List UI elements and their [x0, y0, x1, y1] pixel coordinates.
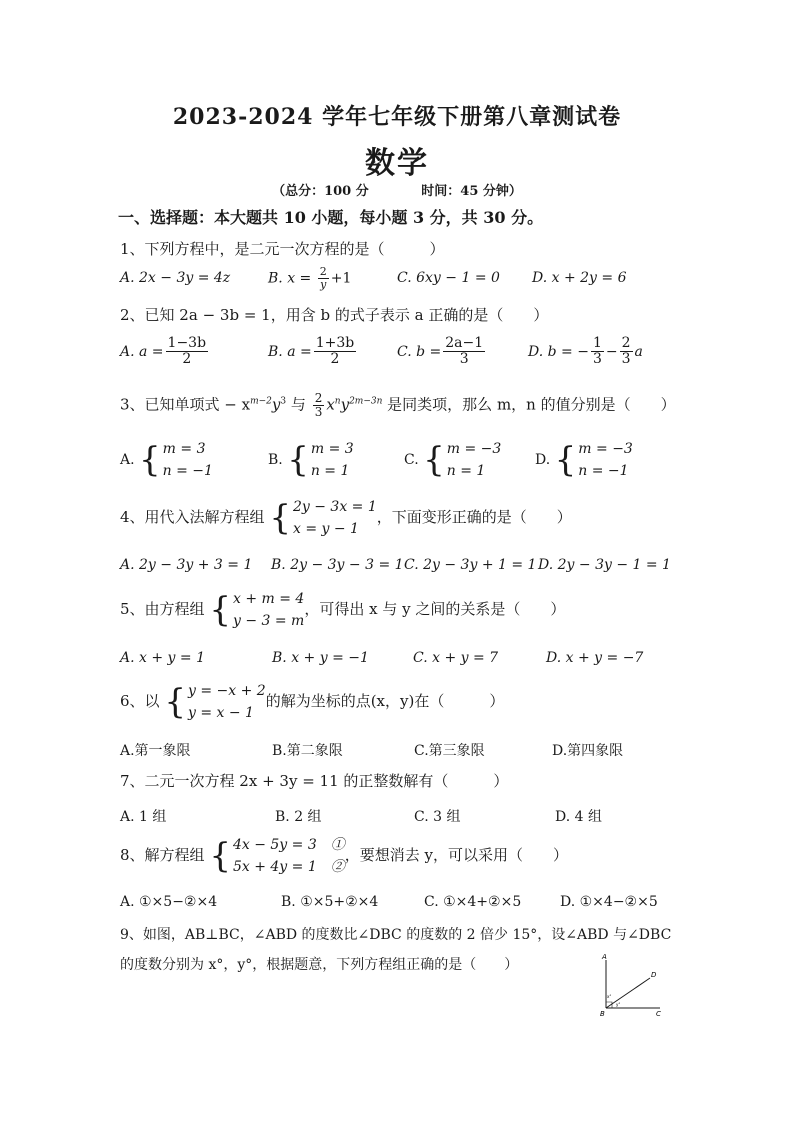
q6-option-a: A.第一象限: [120, 743, 191, 759]
q6-option-d: D.第四象限: [552, 743, 624, 759]
q3-option-a: A. { m = 3 n = −1: [120, 440, 213, 480]
label-y: y°: [616, 1002, 621, 1007]
q5-option-c: C. x + y = 7: [413, 650, 499, 666]
question-1: 1、下列方程中，是二元一次方程的是（ ）: [120, 240, 445, 258]
q1-option-c: C. 6xy − 1 = 0: [397, 270, 500, 286]
label-d: D: [651, 971, 657, 979]
label-c: C: [656, 1010, 661, 1018]
question-6: 6、以 { y = −x + 2 y = x − 1 的解为坐标的点(x，y)在（ ）: [120, 682, 505, 722]
subject-title: 数学: [365, 146, 429, 181]
total-score: （总分：100 分: [272, 184, 369, 199]
exam-time: 时间：45 分钟）: [421, 184, 522, 199]
q2-option-d: D. b = − $\frac{1}{3}$ − $\frac{2}{3}$ a: [528, 335, 643, 368]
section-heading: 一、选择题：本大题共 10 小题，每小题 3 分，共 30 分。: [118, 208, 544, 227]
q7-option-a: A. 1 组: [120, 809, 167, 825]
question-4: 4、用代入法解方程组 { 2y − 3x = 1 x = y − 1 ，下面变形正确的是（ ）: [120, 498, 572, 538]
exam-meta: [0, 180, 794, 199]
ray-bd: [606, 978, 650, 1008]
question-3: 3、已知单项式 − $x^{m-2}y^3$ 与 $\frac{2}{3}$ $x^ny^{2m-3n}$ 是同类项，那么 m，n 的值分别是（ ）: [120, 391, 676, 420]
q8-option-c: C. ①×4+②×5: [424, 894, 522, 910]
q2-option-b: B. a = $\frac{1+3b}{2}$: [268, 335, 355, 368]
q7-option-c: C. 3 组: [414, 809, 461, 825]
q3-option-d: D. { m = −3 n = −1: [535, 440, 633, 480]
q1-option-a: A. 2x − 3y = 4z: [120, 270, 231, 286]
q8-option-a: A. ①×5−②×4: [120, 894, 218, 910]
q4-option-b: B. 2y − 3y − 3 = 1: [271, 557, 404, 573]
q5-option-b: B. x + y = −1: [272, 650, 369, 666]
q5-option-a: A. x + y = 1: [120, 650, 205, 666]
question-5: 5、由方程组 { x + m = 4 y − 3 = m ，可得出 x 与 y 之间的关系是（ ）: [120, 590, 566, 630]
q3-option-b: B. { m = 3 n = 1: [268, 440, 354, 480]
q8-option-d: D. ①×4−②×5: [560, 894, 658, 910]
label-b: B: [600, 1010, 605, 1018]
q1-option-b: B. x = $\frac{2}{y}$ +1: [268, 265, 352, 292]
question-8: 8、解方程组 { 4x − 5y = 3 ① 5x + 4y = 1 ② ，要想消去 y，可以采用（ ）: [120, 836, 569, 876]
q1-option-d: D. x + 2y = 6: [532, 270, 627, 286]
q6-option-c: C.第三象限: [414, 743, 485, 759]
question-2: 2、已知 2a − 3b = 1，用含 b 的式子表示 a 正确的是（ ）: [120, 306, 549, 324]
question-7: 7、二元一次方程 2x + 3y = 11 的正整数解有（ ）: [120, 772, 509, 790]
q4-option-a: A. 2y − 3y + 3 = 1: [120, 557, 253, 573]
q7-option-d: D. 4 组: [555, 809, 602, 825]
question-9-line-1: 9、如图，AB⊥BC，∠ABD 的度数比∠DBC 的度数的 2 倍少 15°，设∠ABD 与∠DBC: [120, 927, 672, 943]
q6-option-b: B.第二象限: [272, 743, 343, 759]
question-9-line-2: 的度数分别为 x°，y°，根据题意，下列方程组正确的是（ ）: [120, 957, 519, 973]
angle-figure: [588, 950, 668, 1020]
q8-option-b: B. ①×5+②×4: [281, 894, 379, 910]
q4-option-d: D. 2y − 3y − 1 = 1: [538, 557, 671, 573]
q2-option-a: A. a = $\frac{1-3b}{2}$: [120, 335, 207, 368]
label-a: A: [602, 953, 607, 961]
q2-option-c: C. b = $\frac{2a-1}{3}$: [397, 335, 484, 368]
q3-option-c: C. { m = −3 n = 1: [404, 440, 502, 480]
q7-option-b: B. 2 组: [275, 809, 322, 825]
exam-title: 2023-2024 学年七年级下册第八章测试卷: [172, 104, 622, 130]
label-x: x°: [607, 994, 612, 999]
q5-option-d: D. x + y = −7: [546, 650, 644, 666]
q4-option-c: C. 2y − 3y + 1 = 1: [404, 557, 537, 573]
